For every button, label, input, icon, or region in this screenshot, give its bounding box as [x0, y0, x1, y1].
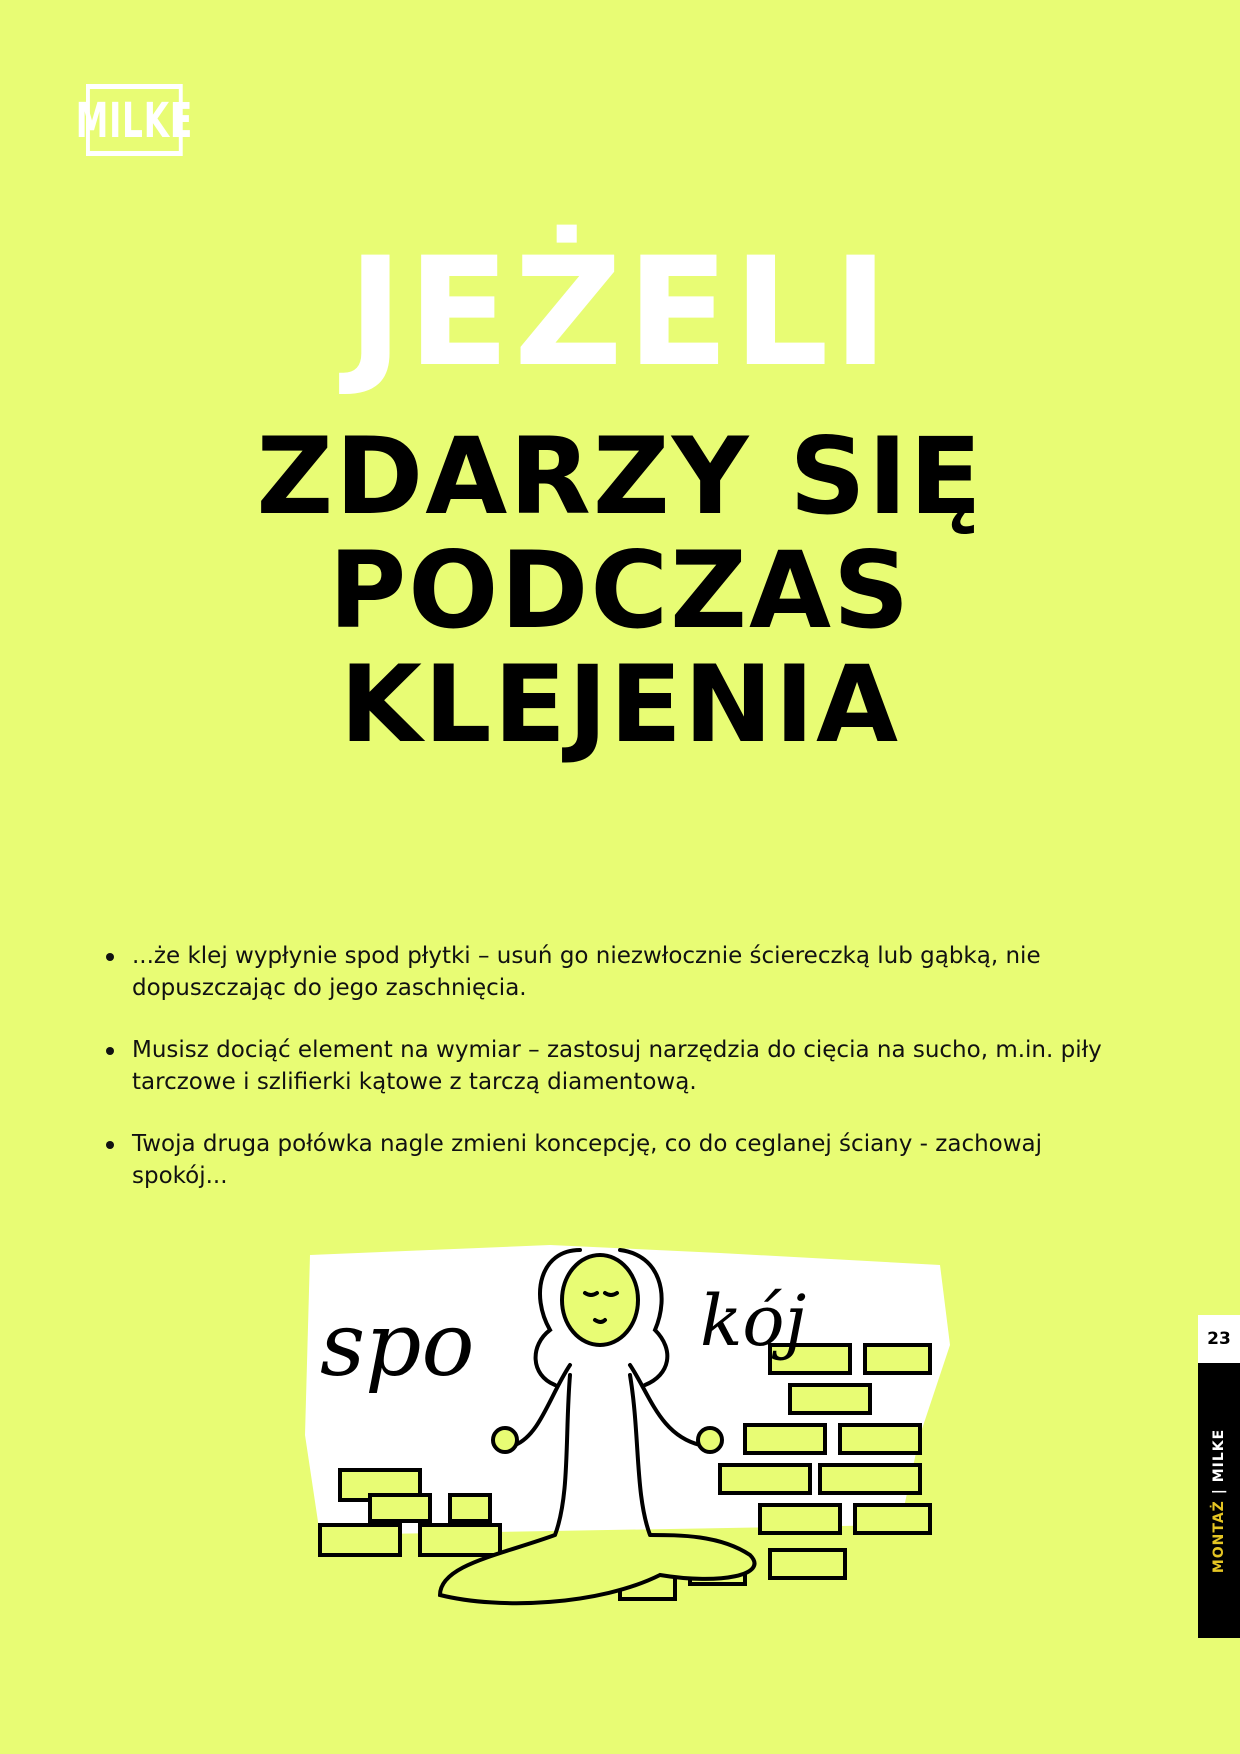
brand-name: MILKE: [1211, 1428, 1228, 1482]
headline-line2: ZDARZY SIĘ: [256, 415, 984, 538]
milke-logo: [75, 84, 194, 156]
page-number: 23: [1198, 1315, 1240, 1363]
headline-line4: KLEJENIA: [339, 643, 901, 766]
logo-text: MILKE: [75, 91, 194, 149]
list-item: Musisz dociąć element na wymiar – zastosuj narzędzia do cięcia na sucho, m.in. piły tarczowe i szlifierki kątowe z tarczą diamentową.: [104, 1034, 1144, 1098]
section-tab: [1198, 1363, 1240, 1638]
headline-line3: PODCZAS: [328, 529, 912, 652]
section-name: MONTAŻ: [1211, 1499, 1228, 1573]
list-item: Twoja druga połówka nagle zmieni koncepcję, co do ceglanej ściany - zachowaj spokój...: [104, 1128, 1144, 1192]
tips-list: [104, 940, 1144, 1222]
headline-black: [0, 415, 1240, 766]
meditating-woman-illustration: [300, 1235, 960, 1610]
headline-line1: JEŻELI: [347, 226, 893, 400]
koj-script: kój: [700, 1280, 807, 1362]
section-label: [1211, 1428, 1227, 1572]
spo-script: spo: [320, 1293, 475, 1396]
section-separator: |: [1211, 1481, 1228, 1500]
list-item: ...że klej wypłynie spod płytki – usuń go niezwłocznie ściereczką lub gąbką, nie dopuszczając do jego zaschnięcia.: [104, 940, 1144, 1004]
